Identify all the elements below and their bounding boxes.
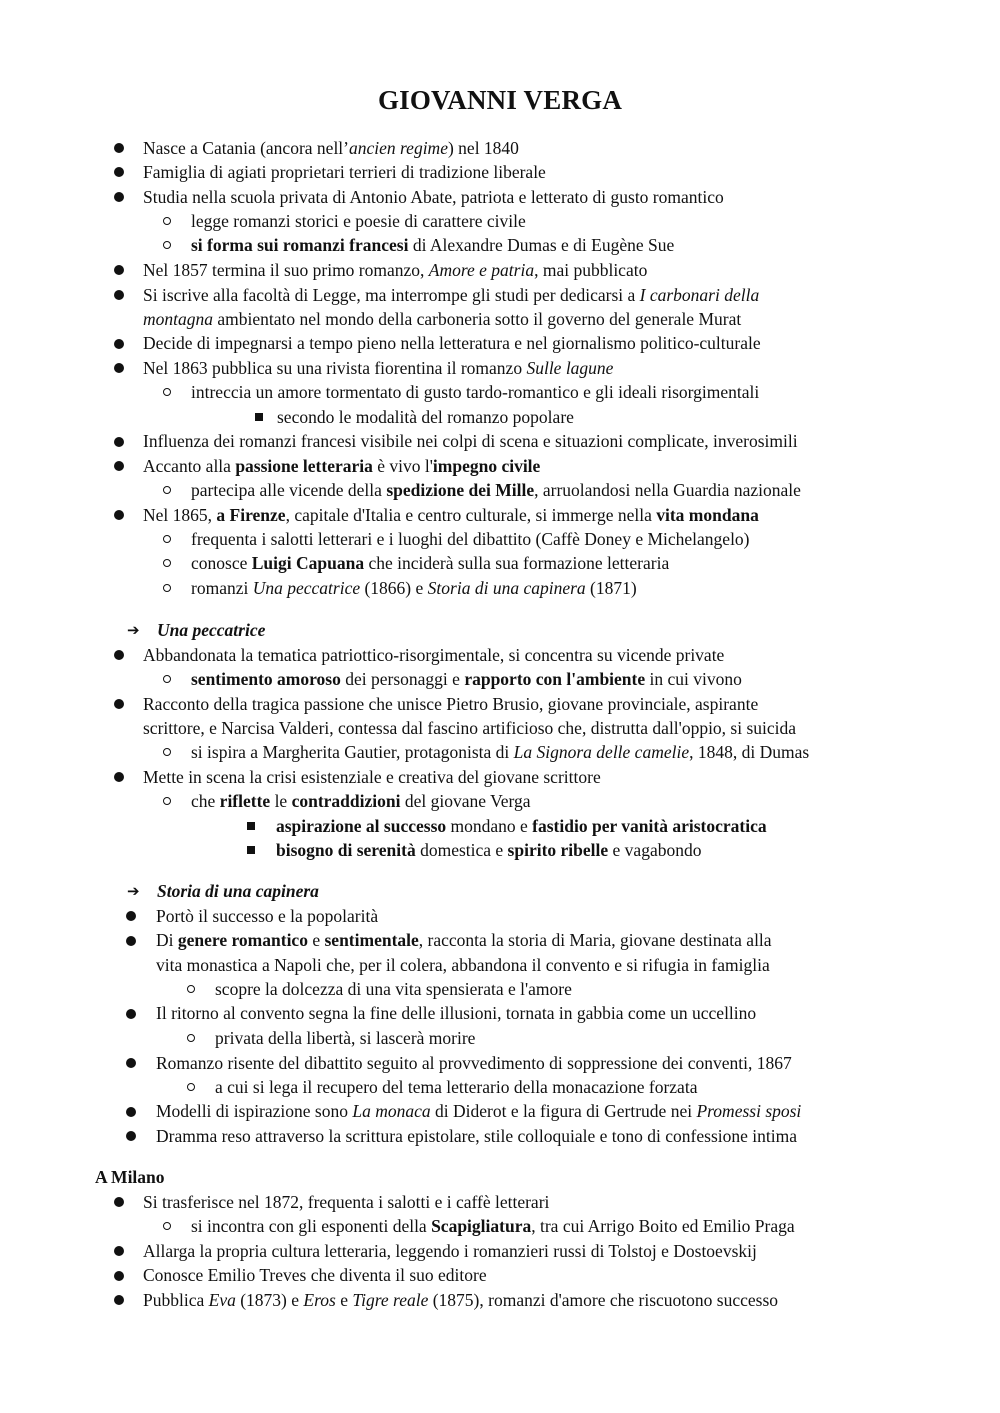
- circle-bullet-icon: [187, 1083, 195, 1091]
- bullet-icon: [114, 772, 124, 782]
- list-item: frequenta i salotti letterari e i luoghi del dibattito (Caffè Doney e Michelangelo): [191, 529, 750, 549]
- list-item: Di genere romantico e sentimentale, racconta la storia di Maria, giovane destinata alla: [156, 930, 772, 950]
- circle-bullet-icon: [187, 985, 195, 993]
- circle-bullet-icon: [163, 675, 171, 683]
- bullet-icon: [114, 437, 124, 447]
- circle-bullet-icon: [163, 535, 171, 543]
- bullet-icon: [126, 1107, 136, 1117]
- circle-bullet-icon: [163, 241, 171, 249]
- list-item: Si iscrive alla facoltà di Legge, ma interrompe gli studi per dedicarsi a I carbonari della: [143, 285, 760, 305]
- list-item: si incontra con gli esponenti della Scapigliatura, tra cui Arrigo Boito ed Emilio Praga: [191, 1216, 795, 1236]
- bullet-icon: [114, 167, 124, 177]
- arrow-icon: ➔: [127, 882, 140, 900]
- list-item: Decide di impegnarsi a tempo pieno nella letteratura e nel giornalismo politico-culturale: [143, 333, 761, 353]
- list-item: Modelli di ispirazione sono La monaca di Diderot e la figura di Gertrude nei Promessi sposi: [156, 1101, 802, 1121]
- list-item: Abbandonata la tematica patriottico-risorgimentale, si concentra su vicende private: [143, 645, 725, 665]
- bullet-icon: [126, 1058, 136, 1068]
- list-item: Nel 1863 pubblica su una rivista fiorentina il romanzo Sulle lagune: [143, 358, 614, 378]
- circle-bullet-icon: [163, 217, 171, 225]
- circle-bullet-icon: [187, 1034, 195, 1042]
- list-item: Il ritorno al convento segna la fine delle illusioni, tornata in gabbia come un uccellino: [156, 1003, 757, 1023]
- bullet-icon: [126, 911, 136, 921]
- list-item: Famiglia di agiati proprietari terrieri di tradizione liberale: [143, 162, 546, 182]
- bullet-icon: [114, 461, 124, 471]
- list-item: si forma sui romanzi francesi di Alexandre Dumas e di Eugène Sue: [191, 235, 675, 255]
- bullet-icon: [114, 699, 124, 709]
- list-item: a cui si lega il recupero del tema letterario della monacazione forzata: [215, 1077, 698, 1097]
- list-item: partecipa alle vicende della spedizione dei Mille, arruolandosi nella Guardia nazionale: [191, 480, 801, 500]
- bullet-icon: [114, 363, 124, 373]
- circle-bullet-icon: [163, 559, 171, 567]
- bullet-icon: [114, 192, 124, 202]
- list-item: Nel 1865, a Firenze, capitale d'Italia e centro culturale, si immerge nella vita mondana: [143, 505, 759, 525]
- section-heading-una-peccatrice: Una peccatrice: [157, 620, 266, 640]
- section-heading-a-milano: A Milano: [95, 1167, 165, 1187]
- circle-bullet-icon: [163, 1222, 171, 1230]
- list-item: Dramma reso attraverso la scrittura epistolare, stile colloquiale e tono di confessione intima: [156, 1126, 797, 1146]
- list-item: conosce Luigi Capuana che inciderà sulla sua formazione letteraria: [191, 553, 670, 573]
- circle-bullet-icon: [163, 797, 171, 805]
- list-item: Romanzo risente del dibattito seguito al provvedimento di soppressione dei conventi, 1867: [156, 1053, 792, 1073]
- bullet-icon: [114, 510, 124, 520]
- list-item: legge romanzi storici e poesie di carattere civile: [191, 211, 526, 231]
- list-item: Studia nella scuola privata di Antonio Abate, patriota e letterato di gusto romantico: [143, 187, 724, 207]
- bullet-icon: [114, 290, 124, 300]
- list-item: privata della libertà, si lascerà morire: [215, 1028, 476, 1048]
- square-bullet-icon: [255, 413, 263, 421]
- list-item-continuation: scrittore, e Narcisa Valderi, contessa dal fascino artificioso che, distrutta dall'oppio, si suicida: [143, 718, 797, 738]
- bullet-icon: [114, 1246, 124, 1256]
- list-item: scopre la dolcezza di una vita spensierata e l'amore: [215, 979, 572, 999]
- list-item: Accanto alla passione letteraria è vivo l'impegno civile: [143, 456, 541, 476]
- bullet-icon: [114, 1197, 124, 1207]
- arrow-icon: ➔: [127, 621, 140, 639]
- list-item: Nel 1857 termina il suo primo romanzo, Amore e patria, mai pubblicato: [143, 260, 648, 280]
- list-item-continuation: vita monastica a Napoli che, per il colera, abbandona il convento e si rifugia in famiglia: [156, 955, 770, 975]
- list-item: secondo le modalità del romanzo popolare: [277, 407, 574, 427]
- list-item: Allarga la propria cultura letteraria, leggendo i romanzieri russi di Tolstoj e Dostoevskij: [143, 1241, 757, 1261]
- circle-bullet-icon: [163, 584, 171, 592]
- list-item: Mette in scena la crisi esistenziale e creativa del giovane scrittore: [143, 767, 601, 787]
- list-item: Pubblica Eva (1873) e Eros e Tigre reale (1875), romanzi d'amore che riscuotono successo: [143, 1290, 779, 1310]
- list-item: bisogno di serenità domestica e spirito ribelle e vagabondo: [276, 840, 702, 860]
- bullet-icon: [114, 265, 124, 275]
- list-item: Influenza dei romanzi francesi visibile nei colpi di scena e situazioni complicate, inverosimili: [143, 431, 798, 451]
- list-item: che riflette le contraddizioni del giovane Verga: [191, 791, 531, 811]
- list-item: romanzi Una peccatrice (1866) e Storia di una capinera (1871): [191, 578, 637, 598]
- list-item: Conosce Emilio Treves che diventa il suo editore: [143, 1265, 487, 1285]
- circle-bullet-icon: [163, 748, 171, 756]
- bullet-icon: [114, 339, 124, 349]
- bullet-icon: [126, 1009, 136, 1019]
- bullet-icon: [114, 1295, 124, 1305]
- square-bullet-icon: [247, 846, 255, 854]
- circle-bullet-icon: [163, 388, 171, 396]
- list-item-continuation: montagna ambientato nel mondo della carboneria sotto il governo del generale Murat: [143, 309, 742, 329]
- list-item: Nasce a Catania (ancora nell’ancien regime) nel 1840: [143, 138, 519, 158]
- page-title: GIOVANNI VERGA: [377, 85, 623, 115]
- section-heading-storia-di-una-capinera: Storia di una capinera: [157, 881, 319, 901]
- bullet-icon: [114, 650, 124, 660]
- bullet-icon: [126, 1131, 136, 1141]
- list-item: intreccia un amore tormentato di gusto tardo-romantico e gli ideali risorgimentali: [191, 382, 760, 402]
- square-bullet-icon: [247, 822, 255, 830]
- list-item: Racconto della tragica passione che unisce Pietro Brusio, giovane provinciale, aspirante: [143, 694, 759, 714]
- bullet-icon: [114, 1271, 124, 1281]
- list-item: Si trasferisce nel 1872, frequenta i salotti e i caffè letterari: [143, 1192, 550, 1212]
- list-item: Portò il successo e la popolarità: [156, 906, 379, 926]
- list-item: si ispira a Margherita Gautier, protagonista di La Signora delle camelie, 1848, di Dumas: [191, 742, 810, 762]
- bullet-icon: [126, 936, 136, 946]
- circle-bullet-icon: [163, 486, 171, 494]
- list-item: sentimento amoroso dei personaggi e rapporto con l'ambiente in cui vivono: [191, 669, 742, 689]
- bullet-icon: [114, 143, 124, 153]
- list-item: aspirazione al successo mondano e fastidio per vanità aristocratica: [276, 816, 767, 836]
